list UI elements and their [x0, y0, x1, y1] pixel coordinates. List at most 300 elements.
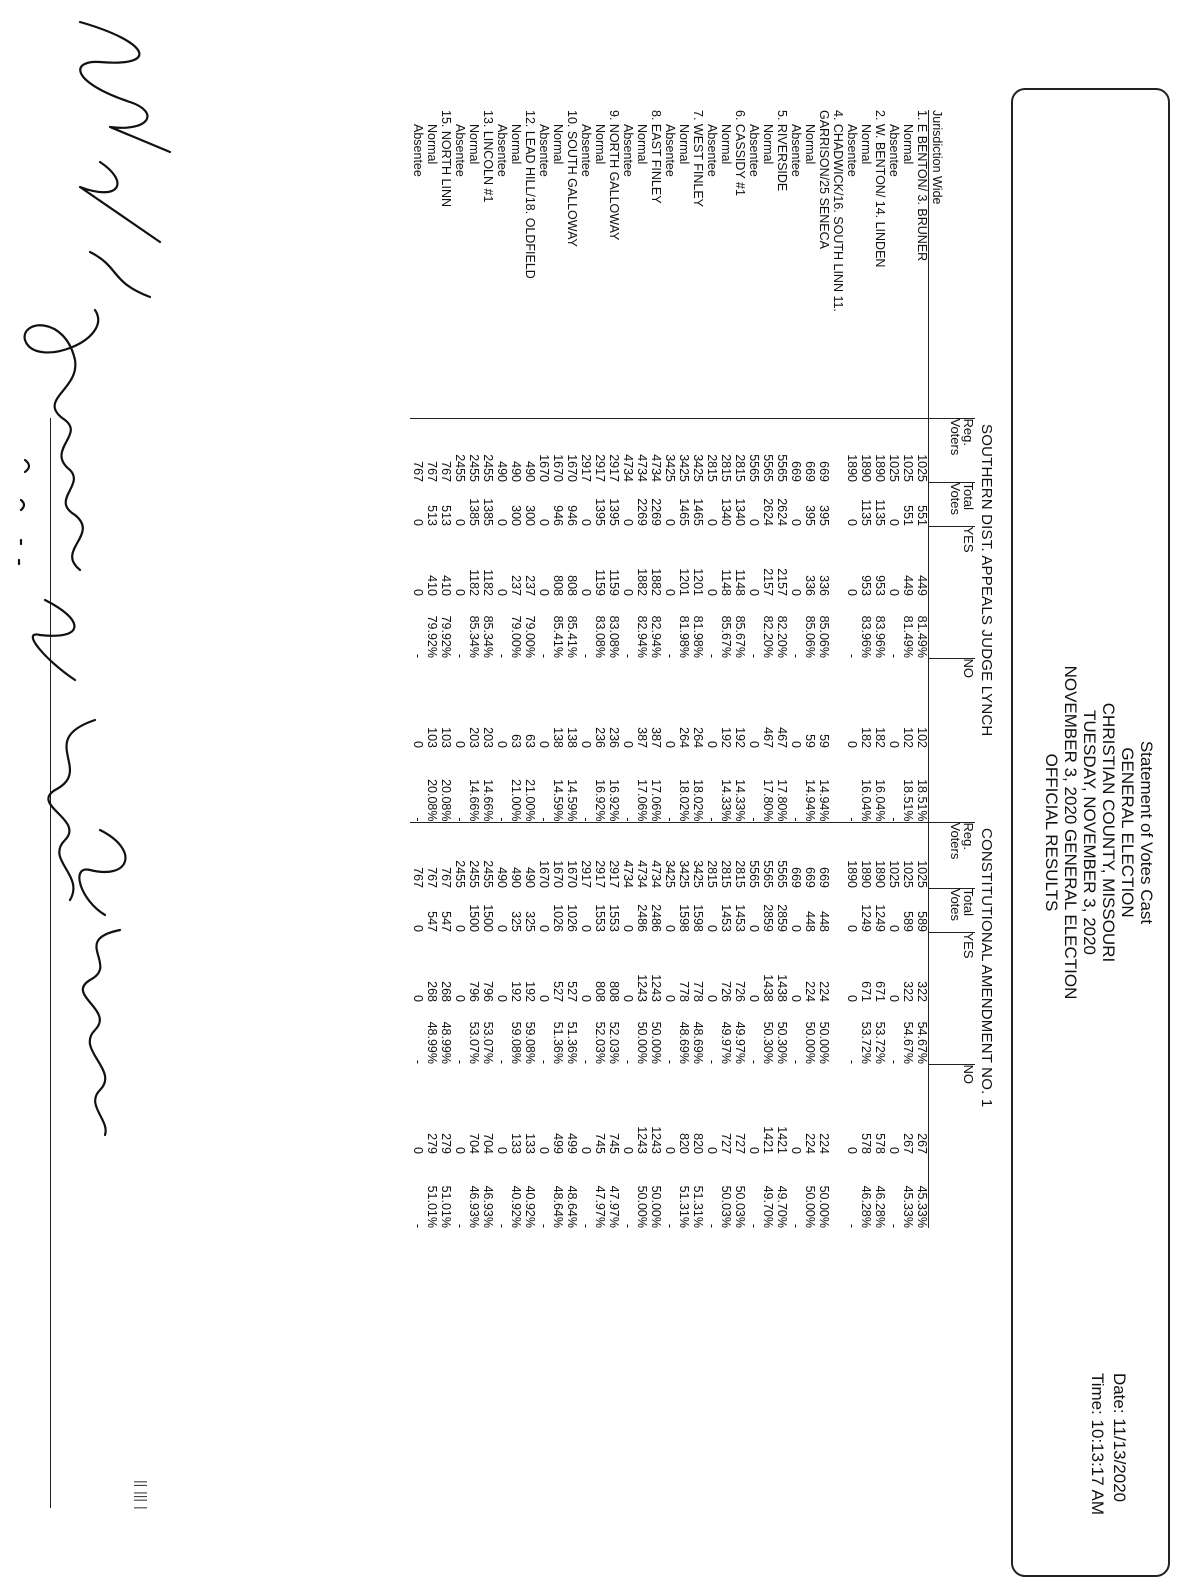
no-pct-cell: 40.92% [509, 1185, 523, 1228]
reg-voters-cell: 2455 [467, 454, 481, 482]
no-pct-cell: 47.97% [593, 1185, 607, 1228]
signature-1 [50, 12, 190, 312]
no-count-cell: 0 [579, 1147, 593, 1154]
no-count-cell: 133 [523, 1133, 537, 1154]
no-count-cell: 63 [523, 734, 537, 748]
no-count-cell: 0 [845, 1147, 859, 1154]
total-votes-cell: 946 [551, 505, 565, 526]
yes-pct-cell: 79.92% [425, 615, 439, 658]
no-pct-cell: 50.00% [817, 1185, 831, 1228]
yes-count-cell: 0 [747, 589, 761, 596]
jurisdiction-label: 12. LEAD HILL/18. OLDFIELD [522, 110, 536, 418]
yes-pct-cell: 53.07% [467, 1021, 481, 1064]
reg-voters-cell: 2917 [593, 454, 607, 482]
yes-pct-cell: - [621, 1059, 635, 1064]
subrow-label: Normal [718, 110, 732, 418]
yes-count-cell: 449 [915, 575, 929, 596]
table-row [704, 110, 718, 1228]
total-votes-cell [830, 888, 844, 932]
yes-pct-cell: 50.30% [761, 1021, 775, 1064]
no-count-cell: 102 [901, 727, 915, 748]
no-count-cell: 138 [565, 727, 579, 748]
no-pct-cell: 46.28% [859, 1185, 873, 1228]
yes-pct-cell: - [663, 653, 677, 658]
no-count-cell: 236 [607, 727, 621, 748]
yes-pct-cell: 51.36% [551, 1021, 565, 1064]
reg-voters-cell: 669 [817, 461, 831, 482]
no-count-cell: 1243 [649, 1126, 663, 1154]
yes-pct-cell: - [705, 1059, 719, 1064]
yes-count-cell: 0 [663, 995, 677, 1002]
no-pct-cell: - [705, 1223, 719, 1228]
yes-count-cell: 1882 [649, 568, 663, 596]
total-votes-cell: 0 [621, 925, 635, 932]
jurisdiction-label: 4. CHADWICK/16. SOUTH LINN 11. [830, 110, 844, 418]
total-votes-cell: 448 [817, 911, 831, 932]
reg-voters-cell: 5565 [775, 454, 789, 482]
yes-count-cell: 410 [425, 575, 439, 596]
total-votes-cell: 1340 [719, 498, 733, 526]
no-pct-cell: - [453, 1223, 467, 1228]
total-votes-cell: 0 [537, 519, 551, 526]
total-votes-cell: 1395 [607, 498, 621, 526]
reg-voters-cell: 490 [495, 461, 509, 482]
total-votes-cell: 0 [495, 519, 509, 526]
table-row [578, 110, 592, 1228]
no-pct-cell: 18.51% [915, 779, 929, 822]
no-pct-cell: 51.31% [691, 1185, 705, 1228]
table-row [508, 110, 522, 1228]
no-count-cell: 387 [649, 727, 663, 748]
no-count-cell: 0 [747, 1147, 761, 1154]
yes-pct-cell: 52.03% [593, 1021, 607, 1064]
no-pct-cell: 49.70% [775, 1185, 789, 1228]
yes-pct-cell: - [453, 653, 467, 658]
yes-pct-cell: 51.36% [565, 1021, 579, 1064]
no-count-cell: 182 [873, 727, 887, 748]
no-count-cell: 0 [663, 741, 677, 748]
no-count-cell: 0 [747, 741, 761, 748]
header-box [1011, 88, 1170, 1577]
total-votes-cell: 1598 [691, 904, 705, 932]
subrow-label: Absentee [746, 110, 760, 418]
total-votes-cell: 513 [425, 505, 439, 526]
title-line: CHRISTIAN COUNTY, MISSOURI [1099, 702, 1118, 963]
no-count-cell: 578 [859, 1133, 873, 1154]
yes-count-cell: 1159 [593, 569, 607, 596]
jurisdiction-label: 6. CASSIDY #1 [732, 110, 746, 418]
no-count-cell: 192 [719, 727, 733, 748]
title-line: TUESDAY, NOVEMBER 3, 2020 [1080, 709, 1099, 956]
no-pct-cell: - [411, 817, 425, 822]
no-pct-cell: 50.00% [635, 1185, 649, 1228]
col-blank [929, 1002, 976, 1064]
yes-count-cell: 671 [859, 981, 873, 1002]
total-votes-cell: 2269 [635, 498, 649, 526]
total-votes-cell: 1249 [859, 904, 873, 932]
margin-marks: || ||| | [134, 1480, 150, 1510]
reg-voters-cell: 2917 [579, 454, 593, 482]
no-pct-cell: 46.93% [467, 1185, 481, 1228]
reg-voters-cell: 1890 [873, 454, 887, 482]
yes-count-cell: 808 [593, 981, 607, 1002]
total-votes-cell: 551 [915, 505, 929, 526]
no-pct-cell: 47.97% [607, 1185, 621, 1228]
reg-voters-cell: 1670 [550, 822, 564, 888]
reg-voters-cell: 2455 [453, 454, 467, 482]
reg-voters-cell: 5565 [760, 822, 774, 888]
yes-pct-cell: 81.98% [691, 615, 705, 658]
no-count-cell: 0 [887, 1147, 901, 1154]
report-datetime [1086, 1373, 1130, 1515]
yes-count-cell: 1159 [607, 569, 621, 596]
total-votes-cell: 547 [425, 911, 439, 932]
yes-pct-cell: 79.00% [509, 615, 523, 658]
yes-count-cell: 1243 [635, 974, 649, 1002]
reg-voters-cell: 1670 [537, 454, 551, 482]
yes-pct-cell: 53.07% [481, 1021, 495, 1064]
total-votes-cell: 1453 [719, 904, 733, 932]
no-count-cell: 0 [887, 741, 901, 748]
yes-pct-cell: 48.99% [425, 1021, 439, 1064]
no-count-cell [830, 1064, 844, 1154]
no-pct-cell: 16.92% [607, 779, 621, 822]
no-count-cell: 0 [537, 1147, 551, 1154]
total-votes-cell: 0 [887, 519, 901, 526]
yes-pct-cell: 85.34% [467, 615, 481, 658]
yes-count-cell: 0 [537, 995, 551, 1002]
no-count-cell: 264 [691, 727, 705, 748]
yes-count-cell: 0 [845, 589, 859, 596]
yes-count-cell [830, 932, 844, 1002]
no-count-cell: 0 [621, 1147, 635, 1154]
total-votes-cell: 2859 [775, 904, 789, 932]
yes-count-cell: 322 [901, 981, 915, 1002]
reg-voters-cell [830, 822, 844, 888]
jurisdiction-label: GARRISON/25 SENECA [816, 110, 830, 418]
yes-pct-cell: - [887, 653, 901, 658]
no-pct-cell: 49.70% [761, 1185, 775, 1228]
no-count-cell: 578 [873, 1133, 887, 1154]
total-votes-cell: 0 [705, 925, 719, 932]
yes-count-cell: 1182 [467, 569, 481, 596]
jurisdiction-header: Jurisdiction Wide [929, 110, 976, 418]
reg-voters-cell: 2455 [452, 822, 466, 888]
total-votes-cell: 448 [803, 911, 817, 932]
no-pct-cell: 20.08% [425, 779, 439, 822]
no-count-cell: 727 [733, 1133, 747, 1154]
table-row [410, 110, 424, 1228]
yes-count-cell: 671 [873, 981, 887, 1002]
no-count-cell: 820 [691, 1133, 705, 1154]
yes-count-cell: 224 [803, 981, 817, 1002]
total-votes-cell: 946 [565, 505, 579, 526]
subrow-label: Absentee [662, 110, 676, 418]
yes-count-cell: 224 [817, 981, 831, 1002]
yes-count-cell: 2157 [775, 568, 789, 596]
reg-voters-cell: 4734 [621, 454, 635, 482]
total-votes-cell: 1026 [551, 904, 565, 932]
yes-count-cell: 0 [453, 995, 467, 1002]
yes-pct-cell: 85.41% [565, 615, 579, 658]
total-votes-cell: 325 [523, 911, 537, 932]
total-votes-cell: 0 [705, 519, 719, 526]
yes-count-cell: 808 [565, 575, 579, 596]
table-row [466, 110, 480, 1228]
total-votes-cell: 1500 [481, 904, 495, 932]
no-pct-cell: 46.93% [481, 1185, 495, 1228]
yes-pct-cell: 48.99% [439, 1021, 453, 1064]
no-count-cell: 727 [719, 1133, 733, 1154]
yes-pct-cell: 79.00% [523, 615, 537, 658]
no-pct-cell: 51.31% [677, 1185, 691, 1228]
no-pct-cell [830, 1154, 844, 1228]
reg-voters-cell: 669 [788, 822, 802, 888]
yes-pct-cell: 49.97% [719, 1021, 733, 1064]
col-yes: YES [929, 526, 976, 596]
jurisdiction-label: 13. LINCOLN #1 [480, 110, 494, 418]
yes-pct-cell: - [411, 653, 425, 658]
yes-pct-cell: 82.20% [775, 615, 789, 658]
yes-count-cell: 953 [873, 575, 887, 596]
yes-count-cell: 808 [551, 575, 565, 596]
table-row [634, 110, 648, 1228]
yes-count-cell: 192 [523, 981, 537, 1002]
total-votes-cell: 0 [495, 925, 509, 932]
no-pct-cell: - [579, 817, 593, 822]
table-row [648, 110, 662, 1228]
yes-pct-cell: 85.34% [481, 615, 495, 658]
yes-pct-cell: - [845, 1059, 859, 1064]
total-votes-cell: 1385 [467, 498, 481, 526]
no-count-cell: 102 [915, 727, 929, 748]
yes-pct-cell: - [579, 653, 593, 658]
total-votes-cell: 0 [621, 519, 635, 526]
yes-pct-cell: - [663, 1059, 677, 1064]
reg-voters-cell: 1025 [887, 454, 901, 482]
yes-count-cell: 336 [817, 575, 831, 596]
no-pct-cell: - [845, 817, 859, 822]
reg-voters-cell: 2815 [732, 822, 746, 888]
reg-voters-cell: 2917 [606, 822, 620, 888]
no-count-cell: 704 [467, 1133, 481, 1154]
report-time: Time: 10:13:17 AM [1088, 1372, 1107, 1515]
total-votes-cell: 2624 [775, 498, 789, 526]
yes-pct-cell: 54.67% [915, 1021, 929, 1064]
reg-voters-cell: 1670 [551, 454, 565, 482]
yes-pct-cell [830, 1002, 844, 1064]
no-pct-cell: 17.80% [761, 779, 775, 822]
reg-voters-cell: 2815 [718, 822, 732, 888]
reg-voters-cell: 490 [522, 822, 536, 888]
yes-count-cell: 0 [747, 995, 761, 1002]
reg-voters-cell: 669 [816, 822, 830, 888]
no-pct-cell: - [621, 1223, 635, 1228]
total-votes-cell: 2859 [761, 904, 775, 932]
reg-voters-cell: 2815 [704, 822, 718, 888]
reg-voters-cell: 1025 [900, 822, 914, 888]
total-votes-cell: 0 [789, 925, 803, 932]
yes-pct-cell: - [453, 1059, 467, 1064]
no-count-cell: 203 [467, 727, 481, 748]
no-count-cell: 387 [635, 727, 649, 748]
yes-count-cell: 0 [705, 589, 719, 596]
reg-voters-cell: 1025 [886, 822, 900, 888]
table-row [480, 110, 494, 1228]
reg-voters-cell: 3425 [691, 454, 705, 482]
total-votes-cell: 1135 [873, 499, 887, 526]
yes-pct-cell: 85.67% [719, 615, 733, 658]
reg-voters-cell: 1025 [901, 454, 915, 482]
no-pct-cell: 51.01% [439, 1185, 453, 1228]
yes-count-cell: 0 [411, 995, 425, 1002]
subrow-label: Normal [676, 110, 690, 418]
table-row [774, 110, 788, 1228]
yes-pct-cell: 81.98% [677, 615, 691, 658]
yes-count-cell: 0 [495, 995, 509, 1002]
no-pct-cell: 14.59% [565, 779, 579, 822]
no-pct-cell: 48.64% [551, 1185, 565, 1228]
total-votes-cell: 0 [747, 925, 761, 932]
yes-count-cell: 1182 [481, 569, 495, 596]
total-votes-cell: 0 [537, 925, 551, 932]
no-count-cell: 0 [705, 741, 719, 748]
reg-voters-cell: 490 [509, 461, 523, 482]
yes-count-cell [830, 526, 844, 596]
total-votes-cell: 300 [509, 505, 523, 526]
reg-voters-cell: 767 [424, 822, 438, 888]
no-count-cell: 0 [453, 1147, 467, 1154]
table-row [760, 110, 774, 1228]
jurisdiction-label: 7. WEST FINLEY [690, 110, 704, 418]
no-pct-cell: 50.03% [733, 1185, 747, 1228]
no-count-cell: 182 [859, 727, 873, 748]
total-votes-cell: 1453 [733, 904, 747, 932]
yes-count-cell: 336 [803, 575, 817, 596]
total-votes-cell: 589 [901, 911, 915, 932]
yes-pct-cell: 59.08% [509, 1021, 523, 1064]
reg-voters-cell: 1890 [844, 822, 858, 888]
no-count-cell: 279 [439, 1133, 453, 1154]
no-pct-cell: 16.04% [873, 779, 887, 822]
subrow-label: Normal [466, 110, 480, 418]
total-votes-cell: 1553 [593, 904, 607, 932]
no-count-cell: 224 [803, 1133, 817, 1154]
no-pct-cell: 50.00% [649, 1185, 663, 1228]
no-pct-cell: 17.06% [649, 779, 663, 822]
no-count-cell: 236 [593, 727, 607, 748]
yes-pct-cell: - [747, 653, 761, 658]
table-row [732, 110, 746, 1228]
no-pct-cell: 17.06% [635, 779, 649, 822]
subrow-label: Absentee [410, 110, 424, 418]
total-votes-cell: 0 [411, 519, 425, 526]
yes-pct-cell: 54.67% [901, 1021, 915, 1064]
yes-pct-cell: 52.03% [607, 1021, 621, 1064]
no-pct-cell: - [537, 1223, 551, 1228]
table-row [830, 110, 844, 1228]
reg-voters-cell: 4734 [620, 822, 634, 888]
subrow-label: Absentee [620, 110, 634, 418]
subrow-label: Absentee [536, 110, 550, 418]
subrow-label: Normal [634, 110, 648, 418]
yes-pct-cell: - [747, 1059, 761, 1064]
reg-voters-cell: 5565 [747, 454, 761, 482]
yes-count-cell: 1882 [635, 568, 649, 596]
no-count-cell: 499 [565, 1133, 579, 1154]
reg-voters-cell: 1890 [858, 822, 872, 888]
table-row [690, 110, 704, 1228]
yes-count-cell: 1201 [677, 568, 691, 596]
report-title-block [1042, 90, 1156, 1575]
signature-3 [50, 820, 160, 1140]
no-pct-cell: 45.33% [901, 1185, 915, 1228]
no-pct-cell: - [537, 817, 551, 822]
title-line: Statement of Votes Cast [1137, 740, 1156, 925]
yes-pct-cell: 49.97% [733, 1021, 747, 1064]
no-pct-cell: - [621, 817, 635, 822]
yes-pct-cell: - [579, 1059, 593, 1064]
yes-count-cell: 237 [509, 575, 523, 596]
reg-voters-cell: 490 [508, 822, 522, 888]
table-row [746, 110, 760, 1228]
jurisdiction-label: 5. RIVERSIDE [774, 110, 788, 418]
no-count-cell: 264 [677, 727, 691, 748]
subrow-label: Normal [858, 110, 872, 418]
no-count-cell: 0 [537, 741, 551, 748]
no-count-cell: 0 [789, 741, 803, 748]
subrow-label: Absentee [578, 110, 592, 418]
no-count-cell: 0 [621, 741, 635, 748]
reg-voters-cell: 490 [494, 822, 508, 888]
reg-voters-cell: 4734 [635, 454, 649, 482]
reg-voters-cell: 1670 [565, 454, 579, 482]
reg-voters-cell: 490 [523, 461, 537, 482]
no-count-cell: 103 [425, 727, 439, 748]
results-table [410, 110, 975, 1228]
table-row [900, 110, 914, 1228]
total-votes-cell: 1026 [565, 904, 579, 932]
no-pct-cell: - [887, 1223, 901, 1228]
jurisdiction-label: 9. NORTH GALLOWAY [606, 110, 620, 418]
col-total-votes: Total Votes [929, 482, 976, 526]
total-votes-cell: 1340 [733, 498, 747, 526]
yes-count-cell: 0 [789, 589, 803, 596]
total-votes-cell: 551 [901, 505, 915, 526]
no-pct-cell: 14.66% [467, 779, 481, 822]
yes-pct-cell: 85.41% [551, 615, 565, 658]
yes-count-cell: 0 [537, 589, 551, 596]
table-row [522, 110, 536, 1228]
reg-voters-cell: 1670 [564, 822, 578, 888]
reg-voters-cell: 4734 [648, 822, 662, 888]
no-count-cell: 1243 [635, 1126, 649, 1154]
yes-pct-cell: - [789, 1059, 803, 1064]
no-pct-cell: - [747, 1223, 761, 1228]
col-blank [929, 748, 976, 822]
table-row [564, 110, 578, 1228]
no-pct-cell: - [705, 817, 719, 822]
yes-count-cell: 0 [579, 589, 593, 596]
total-votes-cell: 0 [579, 519, 593, 526]
yes-pct-cell: 79.92% [439, 615, 453, 658]
no-pct-cell: 50.03% [719, 1185, 733, 1228]
table-row [858, 110, 872, 1228]
table-row [844, 110, 858, 1228]
yes-count-cell: 778 [677, 981, 691, 1002]
subrow-label: Absentee [886, 110, 900, 418]
total-votes-cell: 395 [803, 505, 817, 526]
